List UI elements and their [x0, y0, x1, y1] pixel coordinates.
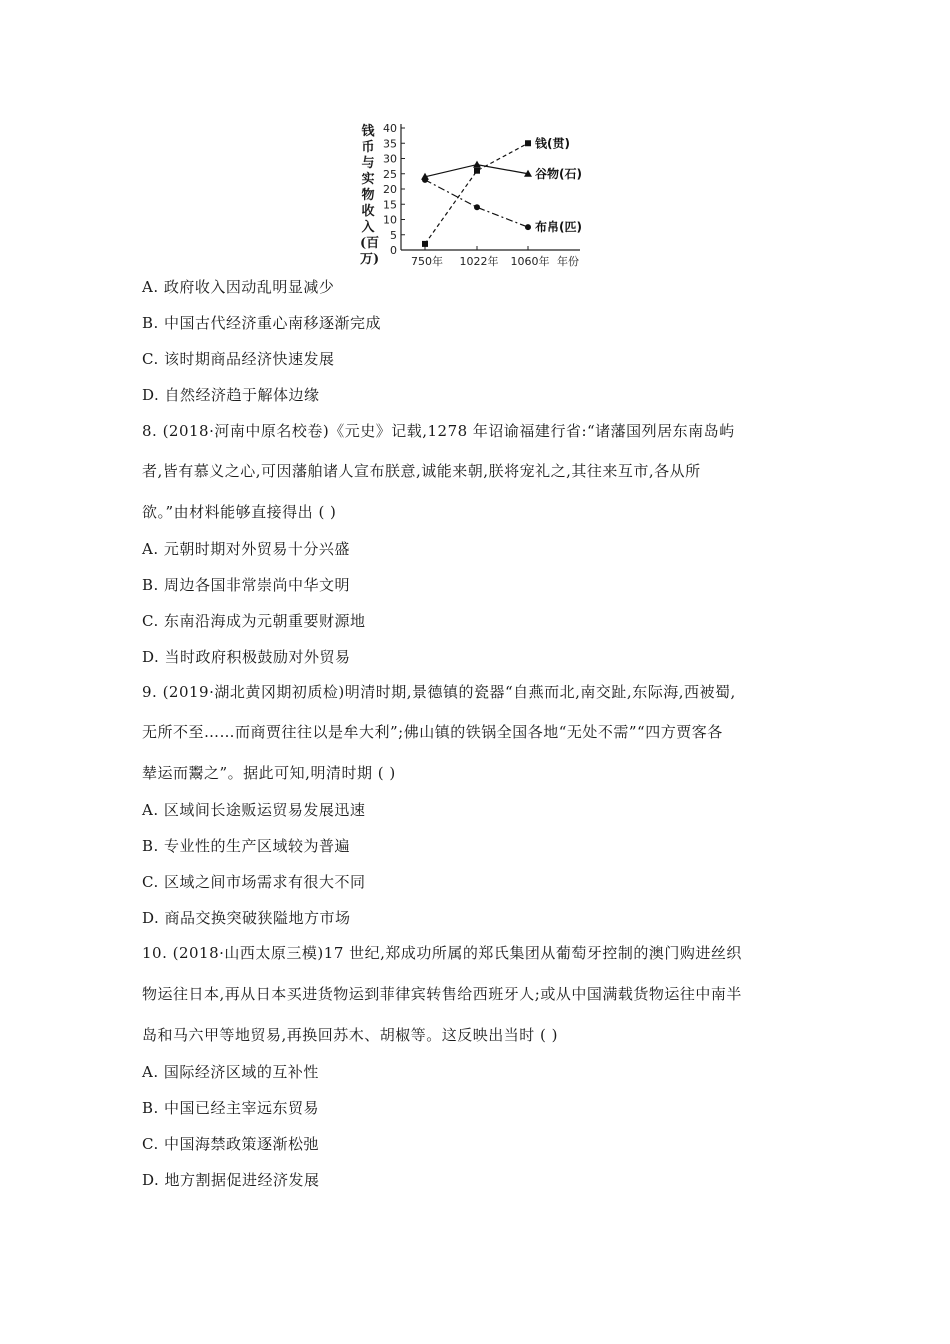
q10-stem-line-2: 物运往日本,再从日本买进货物运到菲律宾转售给西班牙人;或从中国满载货物运往中南半 — [142, 985, 742, 1003]
y-tick-label: 25 — [383, 167, 397, 181]
y-tick-label: 30 — [383, 152, 397, 166]
data-point-triangle — [473, 161, 481, 168]
data-point-square — [474, 168, 480, 174]
x-tick-label: 750年 — [411, 255, 443, 268]
q10-option-a: A. 国际经济区域的互补性 — [142, 1063, 319, 1081]
chart-y-axis-label: 钱币与实物收入(百万) — [360, 124, 380, 267]
y-tick-label: 35 — [383, 137, 397, 151]
q8-option-c: C. 东南沿海成为元朝重要财源地 — [142, 612, 366, 630]
q9-option-b: B. 专业性的生产区域较为普遍 — [142, 837, 351, 855]
q10-stem-line-3: 岛和马六甲等地贸易,再换回苏木、胡椒等。这反映出当时 ( ) — [142, 1026, 559, 1044]
y-tick-label: 20 — [383, 183, 397, 196]
series-label: 谷物(石) — [535, 166, 582, 181]
y-tick-label: 10 — [383, 213, 397, 227]
data-point-square — [422, 241, 428, 247]
q10-stem-line-1: 10. (2018·山西太原三模)17 世纪,郑成功所属的郑氏集团从葡萄牙控制的澳门购进丝织 — [142, 944, 742, 962]
q7-option-d: D. 自然经济趋于解体边缘 — [142, 386, 320, 404]
q9-option-d: D. 商品交换突破狭隘地方市场 — [142, 909, 351, 927]
q8-option-d: D. 当时政府积极鼓励对外贸易 — [142, 648, 351, 666]
series-label: 钱(贯) — [535, 136, 570, 151]
x-tick-label: 1060年 — [510, 255, 550, 268]
data-point-circle — [422, 177, 428, 183]
q9-option-a: A. 区域间长途贩运贸易发展迅速 — [142, 801, 366, 819]
series-line — [425, 180, 528, 227]
q7-option-b: B. 中国古代经济重心南移逐渐完成 — [142, 314, 382, 332]
data-point-square — [525, 140, 531, 146]
x-axis-label: 年份 — [557, 255, 579, 268]
y-tick-label: 0 — [390, 244, 397, 257]
y-tick-label: 15 — [383, 198, 397, 212]
q8-stem-line-2: 者,皆有慕义之心,可因藩舶诸人宣布朕意,诚能来朝,朕将宠礼之,其往来互市,各从所 — [142, 462, 701, 480]
series-line — [425, 143, 528, 244]
series-label: 布帛(匹) — [535, 220, 582, 235]
q7-option-c: C. 该时期商品经济快速发展 — [142, 350, 335, 368]
q9-stem-line-2: 无所不至……而商贾往往以是牟大利”;佛山镇的铁锅全国各地“无处不需”“四方贾客各 — [142, 723, 723, 741]
q7-option-a: A. 政府收入因动乱明显减少 — [142, 278, 335, 296]
y-tick-label: 40 — [383, 122, 397, 135]
q8-option-b: B. 周边各国非常崇尚中华文明 — [142, 576, 351, 594]
q9-stem-line-1: 9. (2019·湖北黄冈期初质检)明清时期,景德镇的瓷器“自燕而北,南交趾,东际海,西被蜀, — [142, 683, 736, 701]
data-point-circle — [525, 224, 531, 230]
q8-option-a: A. 元朝时期对外贸易十分兴盛 — [142, 540, 350, 558]
line-chart — [355, 118, 595, 276]
q10-option-d: D. 地方割据促进经济发展 — [142, 1171, 320, 1189]
data-point-circle — [474, 204, 480, 210]
q9-option-c: C. 区域之间市场需求有很大不同 — [142, 873, 366, 891]
q10-option-b: B. 中国已经主宰远东贸易 — [142, 1099, 320, 1117]
q9-stem-line-3: 辇运而鬻之”。据此可知,明清时期 ( ) — [142, 764, 396, 782]
q8-stem-line-1: 8. (2018·河南中原名校卷)《元史》记载,1278 年诏谕福建行省:“诸藩国列居东南岛屿 — [142, 422, 735, 440]
q8-stem-line-3: 欲。”由材料能够直接得出 ( ) — [142, 503, 337, 521]
y-tick-label: 5 — [390, 228, 397, 242]
q10-option-c: C. 中国海禁政策逐渐松弛 — [142, 1135, 319, 1153]
x-tick-label: 1022年 — [459, 255, 499, 268]
